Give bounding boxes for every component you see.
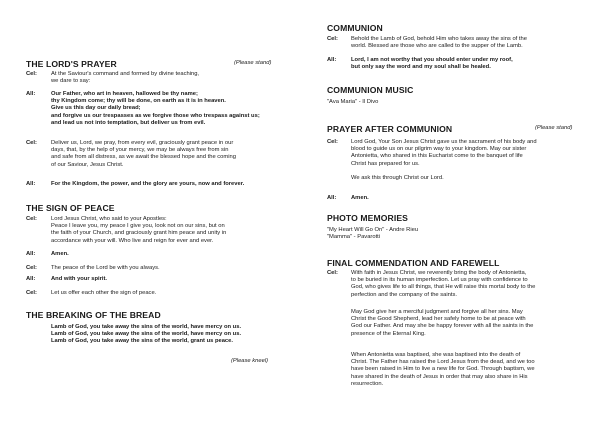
photo-memories-heading: PHOTO MEMORIES [327, 213, 408, 223]
prayer-text: Amen. [351, 195, 369, 201]
prayer-text: Lord God, Your Son Jesus Christ gave us the sacrament of his body and blood to guide us on our pilgrim way to your kingdom. May our sister Antonietta, who shared in this Eucharist come to the banquet of life Christ has prepared for us. We ask this through Christ our Lord. [351, 139, 537, 182]
speaker-label: All: [327, 57, 337, 63]
communion-music-heading: COMMUNION MUSIC [327, 85, 414, 95]
communion-heading: COMMUNION [327, 23, 383, 33]
speaker-label: Cel: [327, 36, 338, 42]
prayer-text: Lord, I am not worthy that you should enter under my roof, but only say the word and my soul shall be healed. [351, 57, 513, 71]
lords-prayer-heading: THE LORD'S PRAYER [26, 59, 117, 69]
speaker-label: All: [327, 195, 337, 201]
prayer-after-communion-heading: PRAYER AFTER COMMUNION [327, 124, 453, 134]
speaker-label: Cel: [327, 139, 338, 145]
speaker-label: All: [26, 251, 36, 257]
speaker-label: Cel: [327, 270, 338, 276]
breaking-bread-note: (Please kneel) [231, 358, 269, 364]
farewell-paragraph-1: With faith in Jesus Christ, we reverently bring the body of Antonietta, to be buried in its human imperfection. Let us pray with confidence to God, who gives life to all things, that He will raise this mortal body to the perfection and the company of the saints. [351, 270, 536, 298]
speaker-label: Cel: [26, 290, 37, 296]
sign-of-peace-heading: THE SIGN OF PEACE [26, 203, 115, 213]
breaking-bread-heading: THE BREAKING OF THE BREAD [26, 310, 161, 320]
prayer-text: At the Saviour's command and formed by divine teaching, we dare to say: [51, 71, 200, 85]
prayer-text: Amen. [51, 251, 69, 257]
farewell-paragraph-3: When Antonietta was baptised, she was baptised into the death of Christ. The Father has raised the Lord Jesus from the dead, and we too have been raised in Him to live a new life for God. Through baptism, we have shared in the death of Jesus in order that may also share in His resurrection. [351, 352, 535, 387]
farewell-heading: FINAL COMMENDATION AND FAREWELL [327, 258, 500, 268]
prayer-text: Deliver us, Lord, we pray, from every evil, graciously grant peace in our days, that, by the help of your mercy, we may be always free from sin and safe from all distress, as we await the blessed hope and the coming of our Saviour, Jesus Christ. [51, 140, 236, 168]
prayer-text: Behold the Lamb of God, behold Him who takes away the sins of the world. Blessed are those who are called to the supper of the Lamb. [351, 36, 527, 50]
speaker-label: All: [26, 276, 36, 282]
prayer-text: The peace of the Lord be with you always. [51, 265, 160, 271]
communion-music-text: "Ava Maria" - Il Divo [327, 99, 379, 105]
prayer-text: Lamb of God, you take away the sins of the world, have mercy on us. Lamb of God, you take away the sins of the world, have mercy on us. Lamb of God, you take away the sins of the world, grant us peace. [51, 324, 242, 345]
lords-prayer-note: (Please stand) [234, 60, 272, 66]
prayer-text: Let us offer each other the sign of peace. [51, 290, 157, 296]
prayer-after-communion-note: (Please stand) [535, 125, 573, 131]
farewell-paragraph-2: May God give her a merciful judgment and forgive all her sins. May Christ the Good Shepherd, lead her safely home to be at peace with God our Father. And may she be happy forever with all the saints in the presence of the Eternal King. [351, 309, 534, 337]
prayer-text: Lord Jesus Christ, who said to your Apostles: Peace I leave you, my peace I give you, look not on our sins, but on the faith of your Church, and graciously grant him peace and unity in accordance with your will. Who live and reign for ever and ever. [51, 216, 227, 244]
speaker-label: All: [26, 91, 36, 97]
photo-memories-text: "My Heart Will Go On" - Andre Rieu "Mamma" - Pavarotti [327, 227, 419, 241]
prayer-text: For the Kingdom, the power, and the glory are yours, now and forever. [51, 181, 245, 187]
prayer-text: Our Father, who art in heaven, hallowed be thy name; thy Kingdom come; thy will be done, on earth as it is in heaven. Give us this day our daily bread; and forgive us our trespasses as we forgive those who trespass against us; and lead us not into temptation, but deliver us from evil. [51, 91, 260, 126]
speaker-label: Cel: [26, 216, 37, 222]
prayer-text: And with your spirit. [51, 276, 108, 282]
speaker-label: Cel: [26, 265, 37, 271]
speaker-label: All: [26, 181, 36, 187]
speaker-label: Cel: [26, 140, 37, 146]
speaker-label: Cel: [26, 71, 37, 77]
